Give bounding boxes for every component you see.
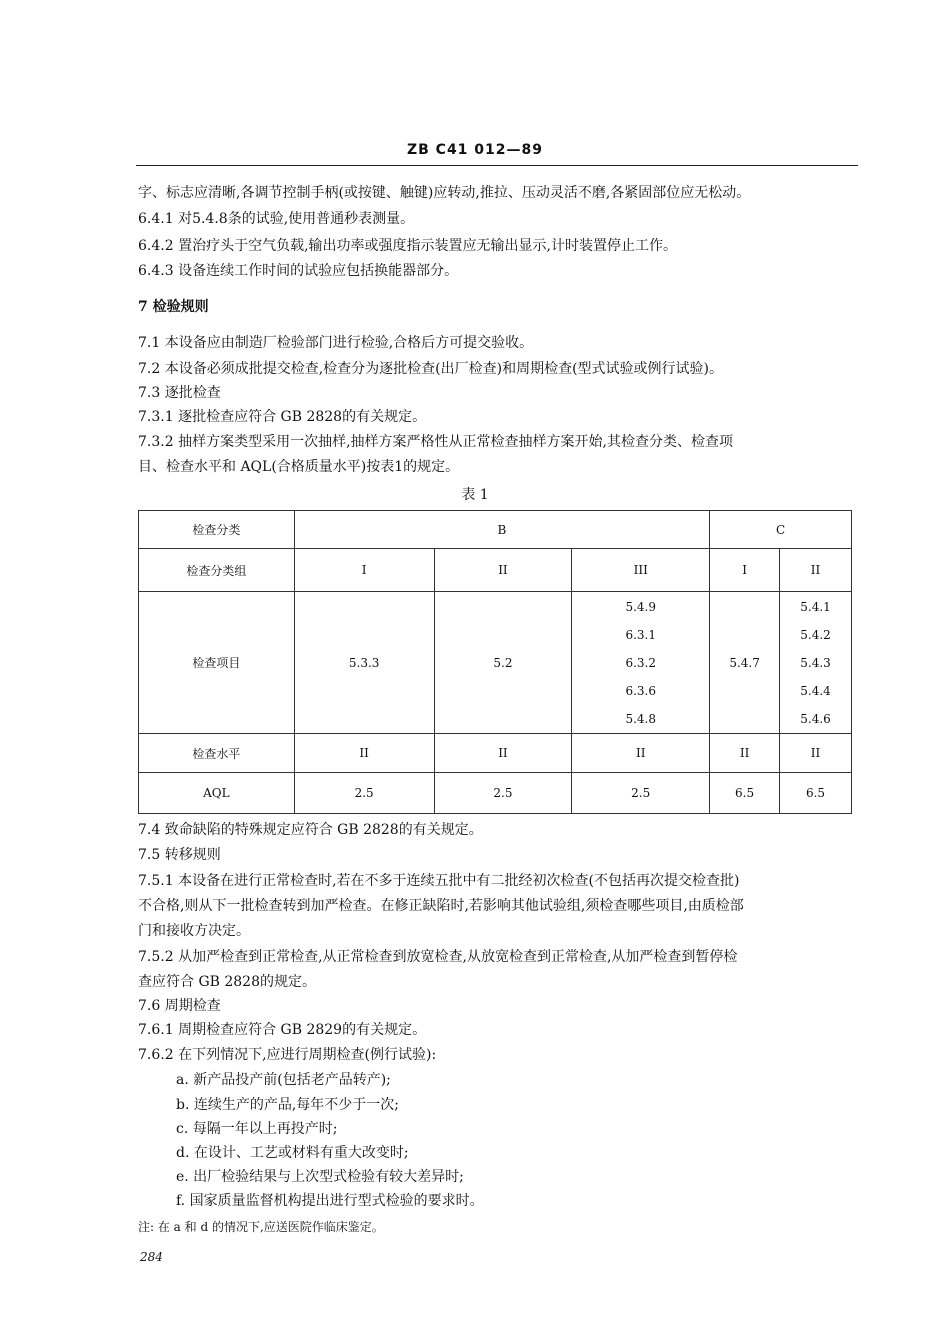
text-line: 7.6 周期检查 [138, 998, 221, 1014]
document-number-header: ZB C41 012—89 [406, 142, 544, 158]
table-cell: II [572, 734, 710, 773]
text-line: 6.4.2 置治疗头于空气负载,输出功率或强度指示装置应无输出显示,计时装置停止工作。 [138, 238, 677, 254]
table-cell: II [710, 734, 780, 773]
text-line: 7.4 致命缺陷的特殊规定应符合 GB 2828的有关规定。 [138, 822, 483, 838]
item-entry: 5.4.2 [800, 627, 831, 642]
row-header: 检查水平 [139, 734, 295, 773]
item-entry: 5.4.8 [625, 711, 656, 726]
note: 注: 在 a 和 d 的情况下,应送医院作临床鉴定。 [138, 1220, 384, 1234]
text-line: 7.5.2 从加严检查到正常检查,从正常检查到放宽检查,从放宽检查到正常检查,从加严检查到暂停检 [138, 949, 738, 965]
text-line: 6.4.1 对5.4.8条的试验,使用普通秒表测量。 [138, 211, 415, 227]
list-item: b. 连续生产的产品,每年不少于一次; [176, 1097, 400, 1113]
table-cell: II [434, 734, 572, 773]
item-entry: 5.4.3 [800, 655, 831, 670]
text-line: 7.6.2 在下列情况下,应进行周期检查(例行试验): [138, 1047, 437, 1063]
table-cell: 5.3.3 [294, 592, 434, 734]
row-header: 检查项目 [139, 592, 295, 734]
text-line: 7.5.1 本设备在进行正常检查时,若在不多于连续五批中有二批经初次检查(不包括再次提交检查批) [138, 873, 740, 889]
table-cell: III [572, 549, 710, 592]
text-line: 7.5 转移规则 [138, 847, 221, 863]
text-line: 7.3.2 抽样方案类型采用一次抽样,抽样方案严格性从正常检查抽样方案开始,其检查分类、检查项 [138, 434, 733, 450]
table-cell: B [294, 511, 709, 549]
row-header: AQL [139, 773, 295, 814]
table-cell: I [294, 549, 434, 592]
table-cell: II [780, 549, 852, 592]
table-row [139, 549, 852, 592]
list-item: a. 新产品投产前(包括老产品转产); [176, 1072, 391, 1088]
text-line: 目、检查水平和 AQL(合格质量水平)按表1的规定。 [138, 459, 460, 475]
row-header: 检查分类 [139, 511, 295, 549]
table-cell: 2.5 [294, 773, 434, 814]
header-rule [136, 165, 858, 166]
text-line: 7.3.1 逐批检查应符合 GB 2828的有关规定。 [138, 409, 427, 425]
table-cell: I [710, 549, 780, 592]
inspection-table [138, 510, 852, 814]
table-cell: 6.5 [780, 773, 852, 814]
section-title: 7 检验规则 [138, 299, 209, 315]
text-line: 7.3 逐批检查 [138, 385, 221, 401]
table-cell [780, 592, 852, 734]
table-row [139, 511, 852, 549]
table-caption: 表 1 [461, 487, 489, 503]
text-line: 7.2 本设备必须成批提交检查,检查分为逐批检查(出厂检查)和周期检查(型式试验或例行试验)。 [138, 361, 724, 377]
list-item: c. 每隔一年以上再投产时; [176, 1121, 338, 1137]
list-item: f. 国家质量监督机构提出进行型式检验的要求时。 [176, 1193, 484, 1209]
text-line: 不合格,则从下一批检查转到加严检查。在修正缺陷时,若影响其他试验组,须检查哪些项目,由质检部 [138, 898, 744, 914]
table-cell: 5.2 [434, 592, 572, 734]
table-row [139, 592, 852, 734]
list-item: d. 在设计、工艺或材料有重大改变时; [176, 1145, 409, 1161]
text-line: 7.1 本设备应由制造厂检验部门进行检验,合格后方可提交验收。 [138, 335, 534, 351]
item-entry: 6.3.2 [625, 655, 656, 670]
table-cell: 5.4.7 [710, 592, 780, 734]
table-row [139, 773, 852, 814]
table-cell: 2.5 [434, 773, 572, 814]
text-line: 6.4.3 设备连续工作时间的试验应包括换能器部分。 [138, 263, 459, 279]
text-line: 查应符合 GB 2828的规定。 [138, 974, 317, 990]
item-entry: 5.4.1 [800, 599, 831, 614]
table-cell: II [294, 734, 434, 773]
table-cell: II [434, 549, 572, 592]
text-line: 字、标志应清晰,各调节控制手柄(或按键、触键)应转动,推拉、压动灵活不磨,各紧固部位应无松动。 [138, 185, 751, 201]
table-cell: C [710, 511, 852, 549]
table-cell [572, 592, 710, 734]
page-number: 284 [140, 1250, 163, 1264]
item-entry: 5.4.9 [625, 599, 656, 614]
text-line: 门和接收方决定。 [138, 923, 250, 939]
table-cell: II [780, 734, 852, 773]
item-entry: 5.4.6 [800, 711, 831, 726]
item-entry: 5.4.4 [800, 683, 831, 698]
table-cell: 6.5 [710, 773, 780, 814]
item-entry: 6.3.6 [625, 683, 656, 698]
table-row [139, 734, 852, 773]
text-line: 7.6.1 周期检查应符合 GB 2829的有关规定。 [138, 1022, 427, 1038]
table-cell: 2.5 [572, 773, 710, 814]
list-item: e. 出厂检验结果与上次型式检验有较大差异时; [176, 1169, 464, 1185]
row-header: 检查分类组 [139, 549, 295, 592]
item-entry: 6.3.1 [625, 627, 656, 642]
